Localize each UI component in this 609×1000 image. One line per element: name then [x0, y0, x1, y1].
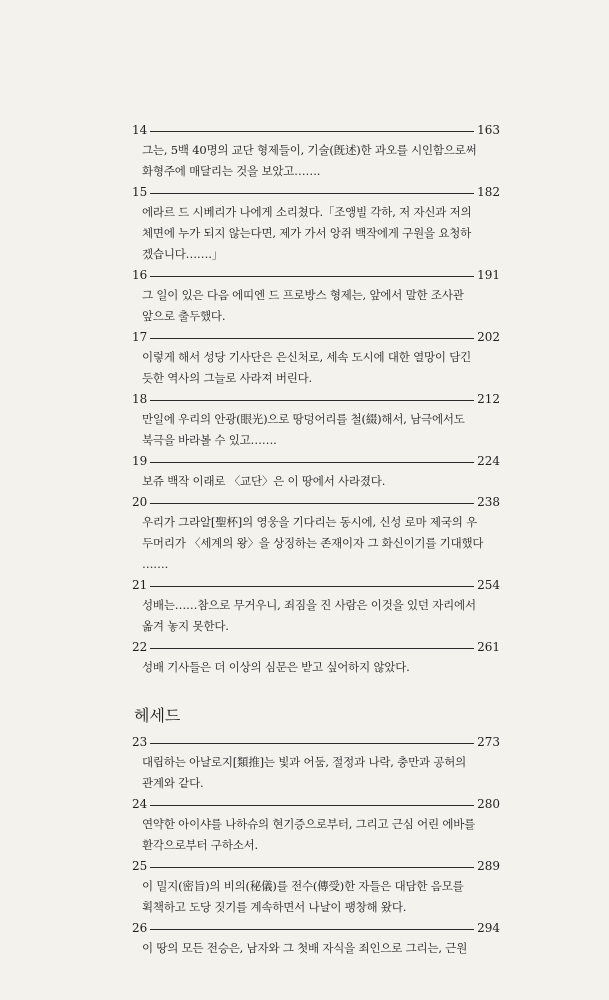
leader-rule: [150, 503, 474, 504]
chapter-number: 19: [132, 454, 148, 468]
entry-quote: 이 밀지(密旨)의 비의(秘儀)를 전수(傳受)한 자들은 대담한 음모를 획책하고 도당 짓기를 계속하면서 나날이 팽창해 왔다.: [142, 879, 464, 914]
entry-quote: 보쥬 백작 이래로 〈교단〉은 이 땅에서 사라졌다.: [142, 474, 386, 488]
entry: [132, 492, 500, 575]
page-number: 294: [477, 921, 500, 935]
chapter-number: 22: [132, 640, 148, 654]
entry-header: [132, 637, 500, 657]
entry-quote: 우리가 그라알[聖杯]의 영웅을 기다리는 동시에, 신성 로마 제국의 우 두머리가 〈세계의 왕〉을 상징하는 존재이자 그 화신이기를 기대했다 …….: [142, 515, 484, 571]
entry: [132, 327, 500, 389]
entry: [132, 637, 500, 678]
chapter-number: 14: [132, 123, 148, 137]
page-number: 182: [477, 185, 500, 199]
page-number: 238: [477, 495, 500, 509]
chapter-number: 26: [132, 921, 148, 935]
entry-header: [132, 265, 500, 285]
leader-rule: [150, 462, 474, 463]
chapter-number: 15: [132, 185, 148, 199]
entry: [132, 732, 500, 794]
entry-header: [132, 389, 500, 409]
leader-rule: [150, 929, 474, 930]
leader-rule: [150, 743, 474, 744]
entry: [132, 389, 500, 451]
entry-quote: 그는, 5백 40명의 교단 형제들이, 기술(旣述)한 과오를 시인함으로써 화형주에 매달리는 것을 보았고…….: [142, 143, 477, 178]
entry-quote: 성배는……참으로 무거우니, 죄짐을 진 사람은 이것을 있던 자리에서 옮겨 놓지 못한다.: [142, 598, 476, 633]
entry-header: [132, 732, 500, 752]
page-number: 202: [477, 330, 500, 344]
entry: [132, 182, 500, 265]
page-number: 163: [477, 123, 500, 137]
leader-rule: [150, 338, 474, 339]
entry-header: [132, 451, 500, 471]
leader-rule: [150, 193, 474, 194]
chapter-number: 23: [132, 735, 148, 749]
entry-header: [132, 918, 500, 938]
entry-quote: 성배 기사들은 더 이상의 심문은 받고 싶어하지 않았다.: [142, 660, 410, 674]
leader-rule: [150, 400, 474, 401]
entry: [132, 451, 500, 492]
entry-quote: 이렇게 해서 성당 기사단은 은신처로, 세속 도시에 대한 열망이 담긴 듯한 역사의 그늘로 사라져 버린다.: [142, 350, 472, 385]
chapter-number: 21: [132, 578, 148, 592]
page-number: 280: [477, 797, 500, 811]
entry-header: [132, 182, 500, 202]
page-number: 261: [477, 640, 500, 654]
entry-header: [132, 327, 500, 347]
page-number: 289: [477, 859, 500, 873]
chapter-number: 16: [132, 268, 148, 282]
epigraph-index-page: [132, 120, 500, 959]
page-number: 212: [477, 392, 500, 406]
entry: [132, 918, 500, 959]
entry: [132, 265, 500, 327]
entry-quote: 그 일이 있은 다음 에띠엔 드 프로방스 형제는, 앞에서 말한 조사관 앞으로 출두했다.: [142, 288, 464, 323]
entry-quote: 대립하는 아날로지[類推]는 빛과 어둠, 절정과 나락, 충만과 공허의 관계와 같다.: [142, 755, 467, 790]
page-number: 254: [477, 578, 500, 592]
entry-quote: 에라르 드 시베리가 나에게 소리쳤다.「조앵빌 각하, 저 자신과 저의 체면에 누가 되지 않는다면, 제가 가서 앙쥐 백작에게 구원을 요청하 겠습니다…….」: [142, 205, 472, 261]
entry: [132, 120, 500, 182]
entries-block-b: [132, 732, 500, 959]
page-number: 273: [477, 735, 500, 749]
entry-header: [132, 120, 500, 140]
entry-header: [132, 575, 500, 595]
entry-quote: 만일에 우리의 안광(眼光)으로 땅덩어리를 철(綴)해서, 남극에서도 북극을 바라볼 수 있고…….: [142, 412, 465, 447]
leader-rule: [150, 276, 474, 277]
entry: [132, 794, 500, 856]
page-number: 191: [477, 268, 500, 282]
page-number: 224: [477, 454, 500, 468]
leader-rule: [150, 131, 474, 132]
chapter-number: 25: [132, 859, 148, 873]
leader-rule: [150, 867, 474, 868]
entry-header: [132, 856, 500, 876]
entry-quote: 연약한 아이샤를 나하슈의 현기증으로부터, 그리고 근심 어린 에바를 환각으로부터 구하소서.: [142, 817, 476, 852]
leader-rule: [150, 648, 474, 649]
entry-quote: 이 땅의 모든 전승은, 남자와 그 첫배 자식을 죄인으로 그리는, 근원: [142, 941, 468, 955]
leader-rule: [150, 805, 474, 806]
chapter-number: 18: [132, 392, 148, 406]
section-title: 헤세드: [134, 706, 181, 725]
entry-header: [132, 492, 500, 512]
entry: [132, 856, 500, 918]
leader-rule: [150, 586, 474, 587]
chapter-number: 17: [132, 330, 148, 344]
chapter-number: 24: [132, 797, 148, 811]
entry-header: [132, 794, 500, 814]
chapter-number: 20: [132, 495, 148, 509]
entry: [132, 575, 500, 637]
entries-block-a: [132, 120, 500, 678]
